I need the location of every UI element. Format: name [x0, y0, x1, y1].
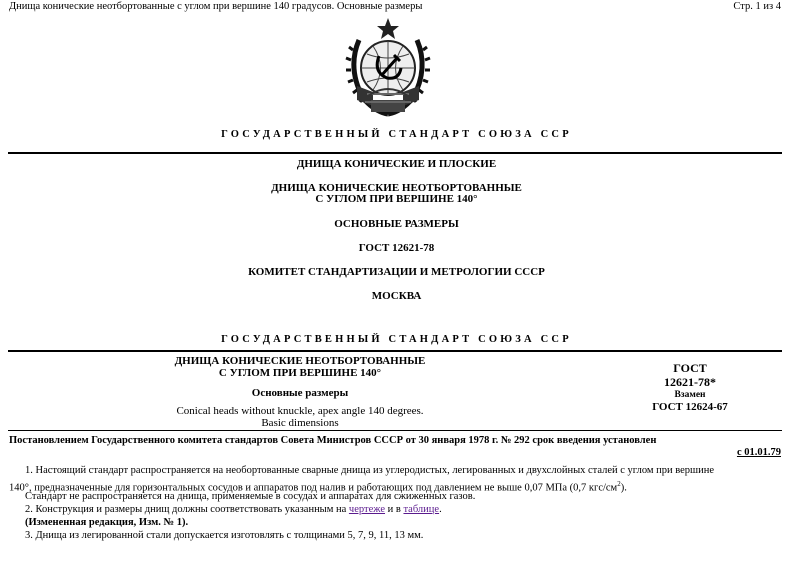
superscript-2: 2	[617, 480, 621, 488]
gost-id-block	[620, 362, 760, 413]
divider	[8, 152, 782, 154]
replaces-label: Взамен	[674, 390, 706, 400]
paragraph-1-note: Стандарт не распространяется на днища, применяемые в сосудах и аппаратах для сжиженных газов.	[25, 491, 476, 502]
standard-banner: ГОСУДАРСТВЕННЫЙ СТАНДАРТ СОЮЗА ССР	[221, 129, 572, 140]
english-subtitle: Basic dimensions	[261, 417, 339, 429]
divider-3	[8, 430, 782, 431]
page-indicator: Стр. 1 из 4	[733, 1, 781, 12]
cover-heading-main: ДНИЩА КОНИЧЕСКИЕ И ПЛОСКИЕ	[296, 158, 497, 170]
paragraph-2-end: .	[439, 504, 442, 515]
effective-date: с 01.01.79	[736, 447, 781, 458]
standard-title-1: ДНИЩА КОНИЧЕСКИЕ НЕОТБОРТОВАННЫЕ	[174, 355, 426, 367]
standard-subtitle: Основные размеры	[251, 387, 349, 399]
document-title: Днища конические неотбортованные с углом при вершине 140 градусов. Основные размеры	[9, 1, 423, 12]
gost-code: 12621-78*	[664, 375, 716, 389]
english-title: Conical heads without knuckle, apex angle 140 degrees.	[176, 405, 424, 417]
divider-2	[8, 350, 782, 352]
table-link[interactable]: таблице	[403, 504, 440, 515]
amendment-note: (Измененная редакция, Изм. № 1).	[25, 517, 189, 528]
paragraph-1-line-1: 1. Настоящий стандарт распространяется на необортованные сварные днища из углеродистых, легированных и двухслойных сталей с углом при вершине	[25, 465, 715, 476]
paragraph-1-end: ).	[620, 482, 627, 494]
paragraph-2	[25, 504, 793, 516]
cover-committee: КОМИТЕТ СТАНДАРТИЗАЦИИ И МЕТРОЛОГИИ СССР	[248, 266, 545, 278]
ussr-state-emblem-icon	[343, 16, 433, 120]
cover-gost-number: ГОСТ 12621-78	[358, 242, 435, 254]
paragraph-2-mid: и в	[385, 504, 404, 515]
cover-heading-sub-1: ДНИЩА КОНИЧЕСКИЕ НЕОТБОРТОВАННЫЕ	[271, 182, 522, 194]
standard-banner-2: ГОСУДАРСТВЕННЫЙ СТАНДАРТ СОЮЗА ССР	[221, 334, 572, 345]
drawing-link[interactable]: чертеже	[348, 504, 386, 515]
cover-heading-sub-2: С УГЛОМ ПРИ ВЕРШИНЕ 140°	[315, 193, 478, 205]
gost-label: ГОСТ	[673, 361, 707, 375]
replaces-code: ГОСТ 12624-67	[652, 401, 728, 413]
paragraph-1	[9, 465, 782, 477]
standard-title-2: С УГЛОМ ПРИ ВЕРШИНЕ 140°	[218, 367, 382, 379]
cover-basic-dimensions: ОСНОВНЫЕ РАЗМЕРЫ	[334, 218, 459, 230]
paragraph-2-text: 2. Конструкция и размеры днищ должны соответствовать указанным на	[25, 504, 349, 515]
paragraph-1-line-2: 140°, предназначенные для горизонтальных сосудов и аппаратов под налив и работающих под давлением не выше 0,07 МПа (0,7 кгс/см	[9, 482, 618, 494]
decree-text: Постановлением Государственного комитета стандартов Совета Министров СССР от 30 января 1978 г. № 292 срок введения установлен	[9, 435, 657, 446]
cover-city: МОСКВА	[371, 290, 422, 302]
paragraph-3: 3. Днища из легированной стали допускается изготовлять с толщинами 5, 7, 9, 11, 13 мм.	[25, 530, 424, 541]
standard-title-block	[150, 355, 450, 429]
